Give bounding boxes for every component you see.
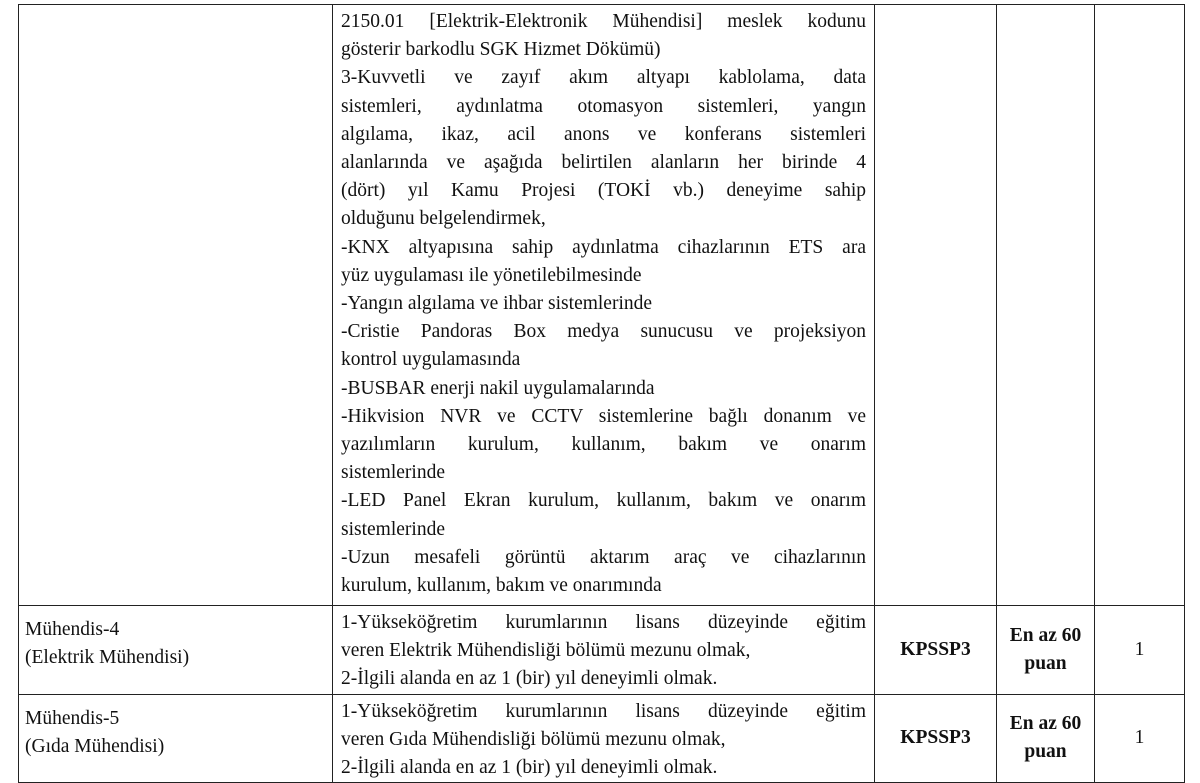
min-score-cell: [997, 606, 1095, 695]
requirement-line: 2-İlgili alanda en az 1 (bir) yıl deneyimli olmak.: [341, 757, 718, 779]
position-cell: [19, 606, 333, 695]
score-type-cell: [875, 5, 997, 606]
requirement-line: sistemlerinde: [341, 518, 445, 540]
position-cell: [19, 5, 333, 606]
count-cell: 1: [1095, 606, 1185, 695]
min-score-cell: [997, 5, 1095, 606]
requirement-line: -Uzun mesafeli görüntü aktarım araç ve cihazlarının: [341, 546, 866, 568]
requirement-line: 1-Yükseköğretim kurumlarının lisans düzeyinde eğitim: [341, 700, 866, 722]
position-cell: [19, 694, 333, 783]
position-title: Mühendis-5: [25, 707, 120, 729]
requirement-line: -LED Panel Ekran kurulum, kullanım, bakım ve onarım: [341, 490, 866, 512]
min-score-value: En az 60: [1009, 624, 1082, 646]
requirement-line: 1-Yükseköğretim kurumlarının lisans düzeyinde eğitim: [341, 612, 866, 633]
table-row: [19, 606, 1185, 695]
requirement-line: algılama, ikaz, acil anons ve konferans sistemleri: [341, 123, 866, 145]
requirement-line: veren Elektrik Mühendisliği bölümü mezunu olmak,: [341, 640, 751, 662]
requirement-line: kurulum, kullanım, bakım ve onarımında: [341, 575, 662, 597]
requirement-line: 3-Kuvvetli ve zayıf akım altyapı kablolama, data: [341, 67, 866, 89]
position-subtitle: (Elektrik Mühendisi): [25, 647, 190, 668]
requirement-line: 2-İlgili alanda en az 1 (bir) yıl deneyimli olmak.: [341, 668, 718, 690]
requirement-line: yüz uygulaması ile yönetilebilmesinde: [341, 264, 642, 286]
min-score-unit: puan: [1024, 652, 1067, 674]
min-score-value: En az 60: [1009, 713, 1082, 735]
requirement-line: -Hikvision NVR ve CCTV sistemlerine bağlı donanım ve: [341, 405, 866, 427]
requirement-line: -Yangın algılama ve ihbar sistemlerinde: [341, 293, 653, 315]
requirements-cell: [333, 5, 875, 606]
requirement-line: yazılımların kurulum, kullanım, bakım ve onarım: [341, 434, 866, 456]
requirement-line: sistemleri, aydınlatma otomasyon sistemleri, yangın: [341, 95, 866, 117]
requirement-line: (dört) yıl Kamu Projesi (TOKİ vb.) deneyime sahip: [341, 180, 866, 202]
count-cell: [1095, 5, 1185, 606]
requirement-line: sistemlerinde: [341, 462, 445, 484]
requirement-line: -KNX altyapısına sahip aydınlatma cihazlarının ETS ara: [341, 236, 866, 258]
table-row: [19, 694, 1185, 783]
requirements-cell: [333, 606, 875, 695]
position-subtitle: (Gıda Mühendisi): [25, 735, 165, 757]
requirement-line: -Cristie Pandoras Box medya sunucusu ve projeksiyon: [341, 321, 866, 343]
requirement-line: -BUSBAR enerji nakil uygulamalarında: [341, 377, 655, 399]
score-type-cell: KPSSP3: [875, 694, 997, 783]
table-row: [19, 5, 1185, 606]
requirement-line: kontrol uygulamasında: [341, 349, 521, 371]
count-cell: 1: [1095, 694, 1185, 783]
requirements-table: [18, 4, 1185, 783]
requirements-cell: [333, 694, 875, 783]
score-type-cell: KPSSP3: [875, 606, 997, 695]
min-score-unit: puan: [1024, 741, 1067, 763]
requirement-line: veren Gıda Mühendisliği bölümü mezunu olmak,: [341, 728, 726, 750]
requirement-line: olduğunu belgelendirmek,: [341, 208, 546, 230]
requirement-line: 2150.01 [Elektrik-Elektronik Mühendisi] meslek kodunu: [341, 11, 866, 32]
requirement-line: alanlarında ve aşağıda belirtilen alanların her birinde 4: [341, 152, 866, 174]
requirement-line: gösterir barkodlu SGK Hizmet Dökümü): [341, 39, 661, 61]
min-score-cell: [997, 694, 1095, 783]
position-title: Mühendis-4: [25, 619, 120, 640]
